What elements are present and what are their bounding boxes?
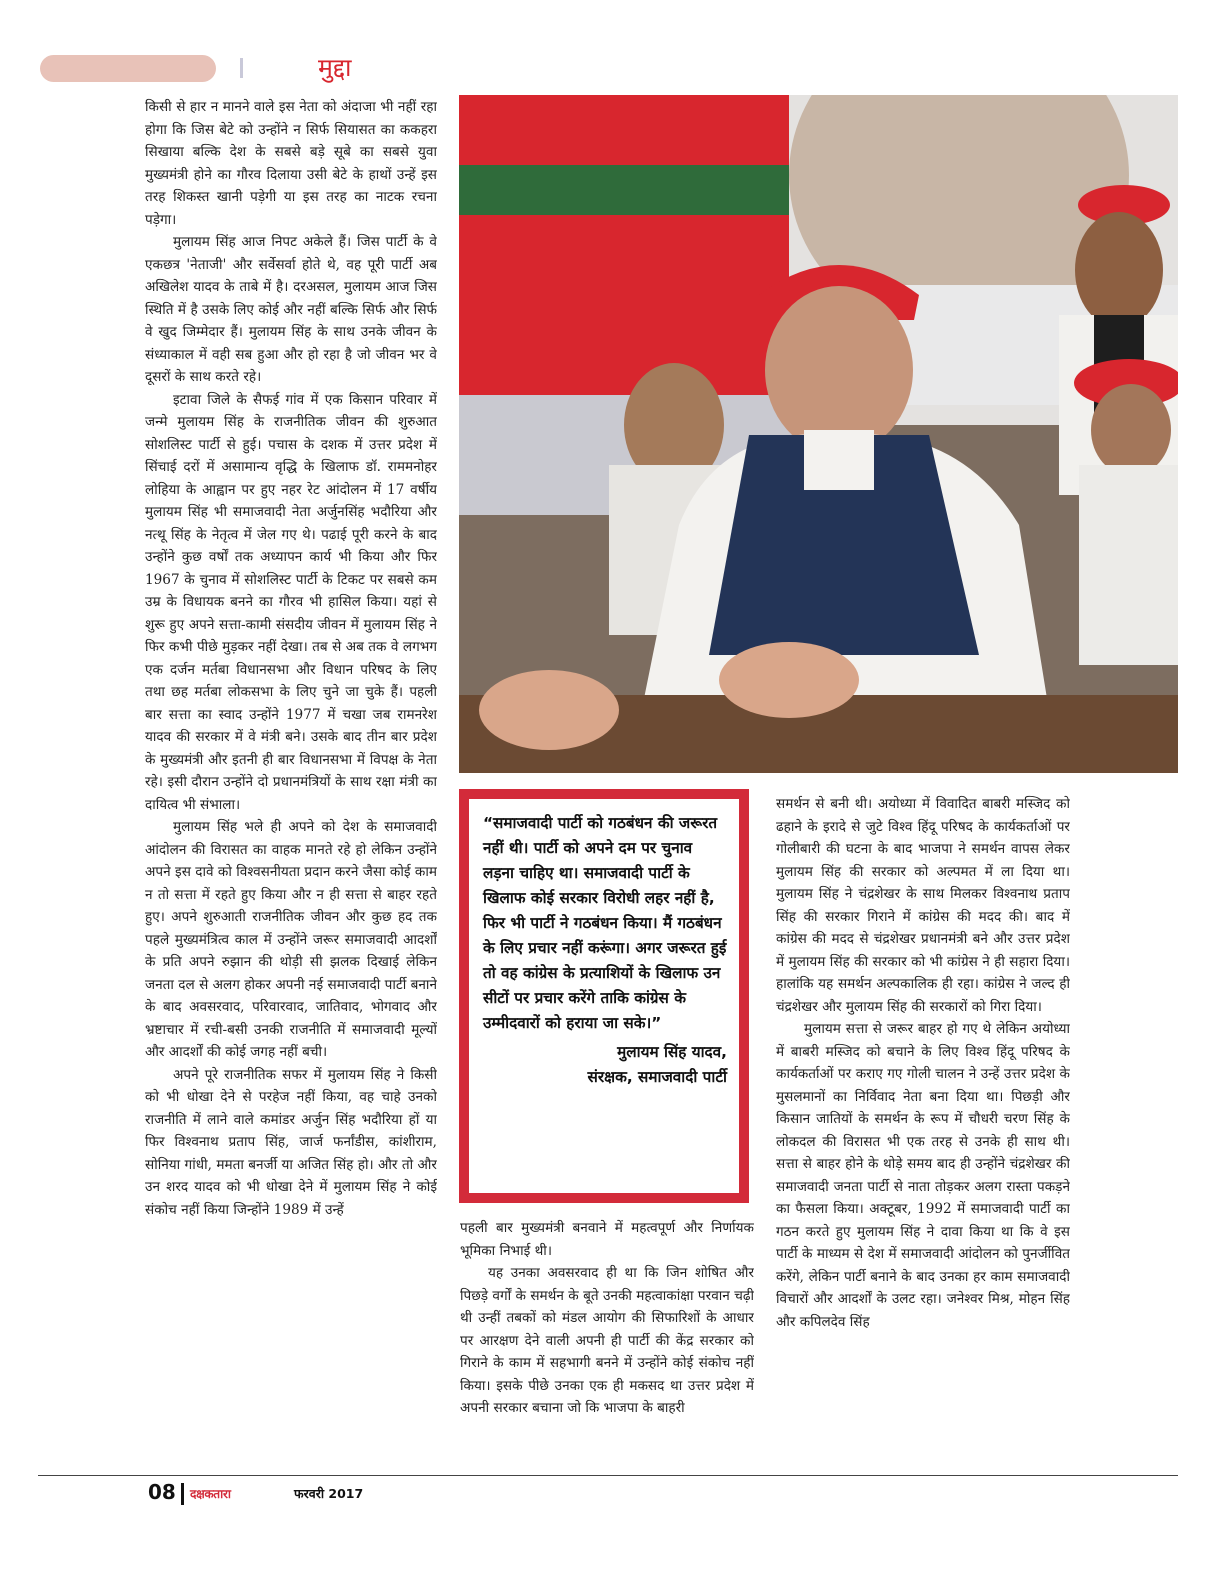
paragraph: अपने पूरे राजनीतिक सफर में मुलायम सिंह ने किसी को भी धोखा देने से परहेज नहीं किया, वह चाहे उनको राजनीति में लाने वाले कमांडर अर्जुन सिंह भदौरिया हों या फिर विश्वनाथ प्रताप सिंह, जार्ज फर्नांडीस, कांशीराम, सोनिया गांधी, ममता बनर्जी या अजित सिंह हो। और तो और उन शरद यादव को भी धोखा देने में मुलायम सिंह ने कोई संकोच नहीं किया जिन्होंने 1989 में उन्हें <box>145 1066 437 1218</box>
paragraph: मुलायम सिंह आज निपट अकेले हैं। जिस पार्टी के वे एकछत्र 'नेताजी' और सर्वेसर्वा होते थे, वह पूरी पार्टी अब अखिलेश यादव के ताबे में है। दरअसल, मुलायम आज जिस स्थिति में है उसके लिए कोई और नहीं बल्कि सिर्फ और सिर्फ वे खुद जिम्मेदार हैं। मुलायम सिंह के साथ उनके जीवन के संध्याकाल में वही सब हुआ और हो रहा है जो जीवन भर वे दूसरों के साथ करते रहे। <box>145 234 437 385</box>
article-photo <box>459 95 1178 773</box>
footer-rule <box>38 1475 1178 1476</box>
page-number: 08 <box>148 1480 176 1504</box>
photo-illustration <box>459 95 1178 773</box>
paragraph: किसी से हार न मानने वाले इस नेता को अंदाजा भी नहीं रहा होगा कि जिस बेटे को उन्होंने न सिर्फ सियासत का ककहरा सिखाया बल्कि देश के सबसे बड़े सूबे का सबसे युवा मुख्यमंत्री होने का गौरव दिलाया उसी बेटे के हाथों उन्हें इस तरह शिकस्त खानी पड़ेगी या इस तरह का नाटक रचना पड़ेगा। <box>145 99 437 228</box>
pull-quote-role: संरक्षक, समाजवादी पार्टी <box>587 1068 727 1086</box>
article-column-3 <box>776 793 1070 1463</box>
paragraph: पहली बार मुख्यमंत्री बनवाने में महत्वपूर्ण और निर्णायक भूमिका निभाई थी। <box>460 1220 754 1259</box>
header-divider <box>240 58 243 78</box>
magazine-brand-logo: दक्षकतारा <box>190 1487 231 1501</box>
section-title: मुद्दा <box>318 53 352 82</box>
pull-quote-text: “समाजवादी पार्टी को गठबंधन की जरूरत नहीं थी। पार्टी को अपने दम पर चुनाव लड़ना चाहिए था। समाजवादी पार्टी के खिलाफ कोई सरकार विरोधी लहर नहीं है, फिर भी पार्टी ने गठबंधन किया। मैं गठबंधन के लिए प्रचार नहीं करूंगा। अगर जरूरत हुई तो वह कांग्रेस के प्रत्याशियों के खिलाफ उन सीटों पर प्रचार करेंगे ताकि कांग्रेस के उम्मीदवारों को हराया जा सके।” <box>483 814 727 1032</box>
footer-divider <box>181 1483 184 1505</box>
paragraph: मुलायम सिंह भले ही अपने को देश के समाजवादी आंदोलन की विरासत का वाहक मानते रहे हो लेकिन उन्होंने अपने इस दावे को विश्वसनीयता प्रदान करने जैसा कोई काम न तो सत्ता में रहते हुए किया और न ही सत्ता से बाहर रहते हुए। अपने शुरुआती राजनीतिक जीवन और कुछ हद तक पहले मुख्यमंत्रित्व काल में उन्होंने जरूर समाजवादी आदर्शों के प्रति अपने रुझान की थोड़ी सी झलक दिखाई लेकिन जनता दल से अलग होकर अपनी नई समाजवादी पार्टी बनाने के बाद अवसरवाद, परिवारवाद, जातिवाद, भोगवाद और भ्रष्टाचार में रची-बसी उनकी राजनीति में समाजवादी मूल्यों और आदर्शों की कोई जगह नहीं बची। <box>145 819 437 1060</box>
paragraph: मुलायम सत्ता से जरूर बाहर हो गए थे लेकिन अयोध्या में बाबरी मस्जिद को बचाने के लिए विश्व हिंदू परिषद के कार्यकर्ताओं पर कराए गए गोली चालन ने उन्हें उत्तर प्रदेश के मुसलमानों का निर्विवाद नेता बना दिया था। पिछड़ी और किसान जातियों के समर्थन के रूप में चौधरी चरण सिंह के लोकदल की विरासत भी एक तरह से उनके ही साथ थी। सत्ता से बाहर होने के थोड़े समय बाद ही उन्होंने चंद्रशेखर की समाजवादी जनता पार्टी से नाता तोड़कर अलग रास्ता पकड़ने का फैसला किया। अक्टूबर, 1992 में समाजवादी पार्टी का गठन करते हुए मुलायम सिंह ने दावा किया था कि वे इस पार्टी के माध्यम से देश में समाजवादी आंदोलन को पुनर्जीवित करेंगे, लेकिन पार्टी बनाने के बाद उनका हर काम समाजवादी विचारों और आदर्शों के उलट रहा। जनेश्वर मिश्र, मोहन सिंह और कपिलदेव सिंह <box>776 1021 1070 1330</box>
paragraph: यह उनका अवसरवाद ही था कि जिन शोषित और पिछड़े वर्गों के समर्थन के बूते उनकी महत्वाकांक्षा परवान चढ़ी थी उन्हीं तबकों को मंडल आयोग की सिफारिशों के आधार पर आरक्षण देने वाली अपनी ही पार्टी की केंद्र सरकार को गिराने के काम में सहभागी बनने में उन्होंने कोई संकोच नहीं किया। इसके पीछे उनका एक ही मकसद था उत्तर प्रदेश में अपनी सरकार बचाना जो कि भाजपा के बाहरी <box>460 1265 754 1416</box>
pull-quote-author: मुलायम सिंह यादव, <box>617 1043 727 1061</box>
paragraph: इटावा जिले के सैफई गांव में एक किसान परिवार में जन्मे मुलायम सिंह के राजनीतिक जीवन की शुरुआत सोशलिस्ट पार्टी से हुई। पचास के दशक में उत्तर प्रदेश में सिंचाई दरों में असामान्य वृद्धि के खिलाफ डॉ. राममनोहर लोहिया के आह्वान पर हुए नहर रेट आंदोलन में 17 वर्षीय मुलायम सिंह भी समाजवादी नेता अर्जुनसिंह भदौरिया और नत्थू सिंह के नेतृत्व में जेल गए थे। पढाई पूरी करने के बाद उन्होंने कुछ वर्षों तक अध्यापन कार्य भी किया और फिर 1967 के चुनाव में सोशलिस्ट पार्टी के टिकट पर सबसे कम उम्र के विधायक बनने का गौरव भी हासिल किया। यहां से शुरू हुए अपने सत्ता-कामी संसदीय जीवन में मुलायम सिंह ने फिर कभी पीछे मुड़कर नहीं देखा। तब से अब तक वे लगभग एक दर्जन मर्तबा विधानसभा और विधान परिषद के लिए तथा छह मर्तबा लोकसभा के लिए चुने जा चुके हैं। पहली बार सत्ता का स्वाद उन्होंने 1977 में चखा जब रामनरेश यादव की सरकार में वे मंत्री बने। उसके बाद तीन बार प्रदेश के मुख्यमंत्री और इतनी ही बार विधानसभा में विपक्ष के नेता रहे। इसी दौरान उन्होंने दो प्रधानमंत्रियों के साथ रक्षा मंत्री का दायित्व भी संभाला। <box>145 391 437 813</box>
paragraph: समर्थन से बनी थी। अयोध्या में विवादित बाबरी मस्जिद को ढहाने के इरादे से जुटे विश्व हिंदू परिषद के कार्यकर्ताओं पर गोलीबारी की घटना के बाद भाजपा ने समर्थन वापस लेकर मुलायम सिंह की सरकार को अल्पमत में ला दिया था। मुलायम सिंह ने चंद्रशेखर के साथ मिलकर विश्वनाथ प्रताप सिंह की सरकार गिराने में कांग्रेस की मदद की। बाद में कांग्रेस की मदद से चंद्रशेखर प्रधानमंत्री बने और उत्तर प्रदेश में मुलायम सिंह की सरकार को भी कांग्रेस ने ही सहारा दिया। हालांकि यह समर्थन अल्पकालिक ही रहा। कांग्रेस ने जल्द ही चंद्रशेखर और मुलायम सिंह की सरकारों को गिरा दिया। <box>776 796 1070 1015</box>
article-column-2 <box>460 1217 754 1467</box>
pull-quote-box <box>459 789 749 1203</box>
article-column-1 <box>145 96 437 1468</box>
issue-date: फरवरी 2017 <box>294 1486 364 1501</box>
header-pill-decoration <box>40 55 216 82</box>
